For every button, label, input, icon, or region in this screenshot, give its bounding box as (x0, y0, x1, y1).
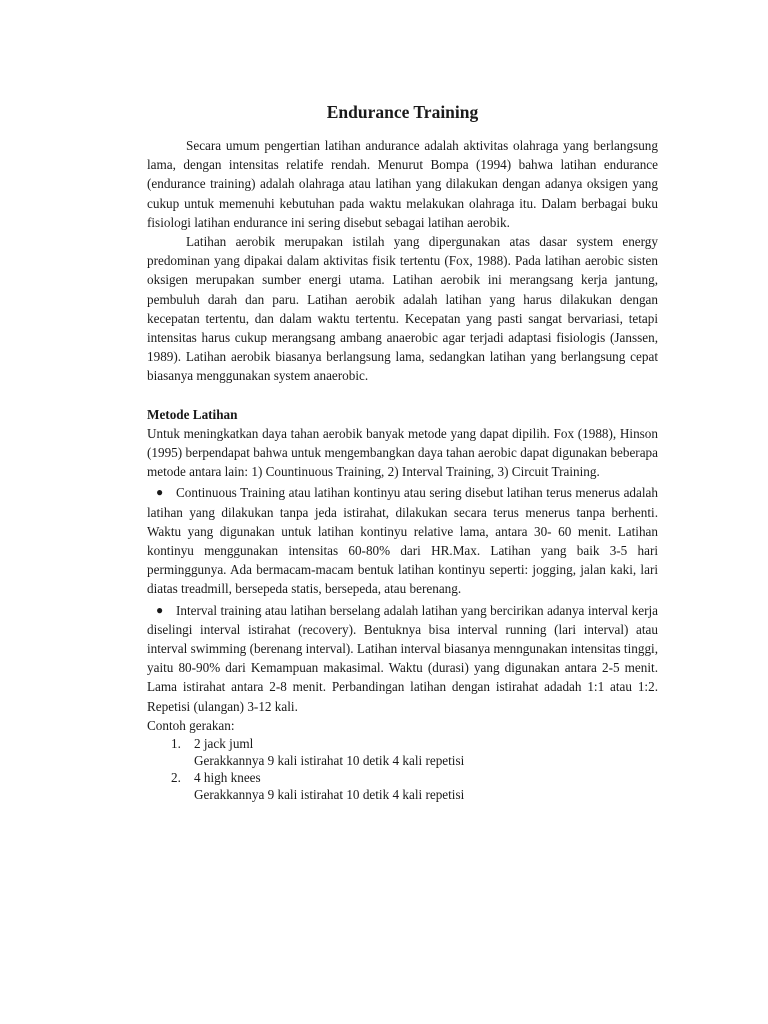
example-list (147, 735, 658, 803)
example-name: 4 high knees (194, 770, 261, 786)
intro-paragraph: Secara umum pengertian latihan andurance adalah aktivitas olahraga yang berlangsung lama, dengan intensitas relatife rendah. Menurut Bompa (1994) bahwa latihan endurance (endurance training) adalah olahraga atau latihan yang dilakukan dengan adanya oksigen yang cukup untuk memenuhi kebutuhan pada waktu melakukan olahraga itu. Dalam berbagai buku fisiologi latihan endurance ini sering disebut sebagai latihan aerobik. (147, 138, 658, 230)
section-heading: Metode Latihan (147, 406, 238, 422)
document-page (147, 100, 658, 803)
bullet-text: Interval training atau latihan berselang adalah latihan yang bercirikan adanya interval kerja diselingi interval istirahat (recovery). Bentuknya bisa interval running (lari interval) atau interval swimming (berenang interval). Latihan interval biasanya menngunakan intensitas tinggi, yaitu 80-90% dari Kemampuan makasimal. Waktu (durasi) yang digunakan antara 2-5 menit. Lama istirahat antara 2-8 menit. Perbandingan latihan dengan istirahat adadah 1:1 atau 1:2. Repetisi (ulangan) 3-12 kali. (147, 602, 658, 714)
intro-paragraph: Latihan aerobik merupakan istilah yang dipergunakan atas dasar system energy predominan yang dipakai dalam aktivitas fisik tertentu (Fox, 1988). Pada latihan aerobic sisten oksigen merupakan sumber energi utama. Latihan aerobik ini merangsang kerja jantung, pembuluh darah dan paru. Latihan aerobik adalah latihan yang harus dilakukan dengan kecepatan tertentu, dan dalam waktu tertentu. Kecepatan yang pasti sangat bervariasi, tetapi intensitas harus cukup merangsang ambang anaerobic agar terjadi adaptasi fisiologis (Janssen, 1989). Latihan aerobik biasanya berlangsung lama, sedangkan latihan yang berlangsung cepat biasanya menggunakan system anaerobic. (147, 234, 658, 384)
list-number: 1. (171, 736, 181, 752)
bullet-icon: ● (156, 602, 164, 617)
example-detail: Gerakkannya 9 kali istirahat 10 detik 4 kali repetisi (194, 753, 465, 769)
example-name: 2 jack juml (194, 736, 254, 752)
bullet-icon: ● (156, 485, 164, 500)
bullet-text: Continuous Training atau latihan kontinyu atau sering disebut latihan terus menerus adalah latihan yang dilakukan tanpa jeda istirahat, dilakukan secara terus menerus tanpa berhenti. Waktu yang digunakan untuk latihan kontinyu relative lama, antara 30- 60 menit. Latihan kontinyu menggunakan intensitas 60-80% dari HR.Max. Latihan yang baik 3-5 hari perminggunya. Ada bermacam-macam bentuk latihan kontinyu seperti: jogging, jalan kaki, lari diatas treadmill, bersepeda statis, bersepeda, atau berenang. (147, 485, 658, 597)
example-item (147, 735, 658, 769)
example-item (147, 769, 658, 803)
list-number: 2. (171, 770, 181, 786)
example-detail: Gerakkannya 9 kali istirahat 10 detik 4 kali repetisi (194, 787, 465, 803)
section-intro-paragraph: Untuk meningkatkan daya tahan aerobik banyak metode yang dapat dipilih. Fox (1988), Hinson (1995) berpendapat bahwa untuk mengembangkan daya tahan aerobic dapat digunakan beberapa metode antara lain: 1) Countinuous Training, 2) Interval Training, 3) Circuit Training. (147, 425, 658, 480)
example-label: Contoh gerakan: (147, 717, 235, 733)
bullet-item (147, 483, 658, 598)
document-title: Endurance Training (326, 102, 479, 122)
bullet-item (147, 601, 658, 716)
